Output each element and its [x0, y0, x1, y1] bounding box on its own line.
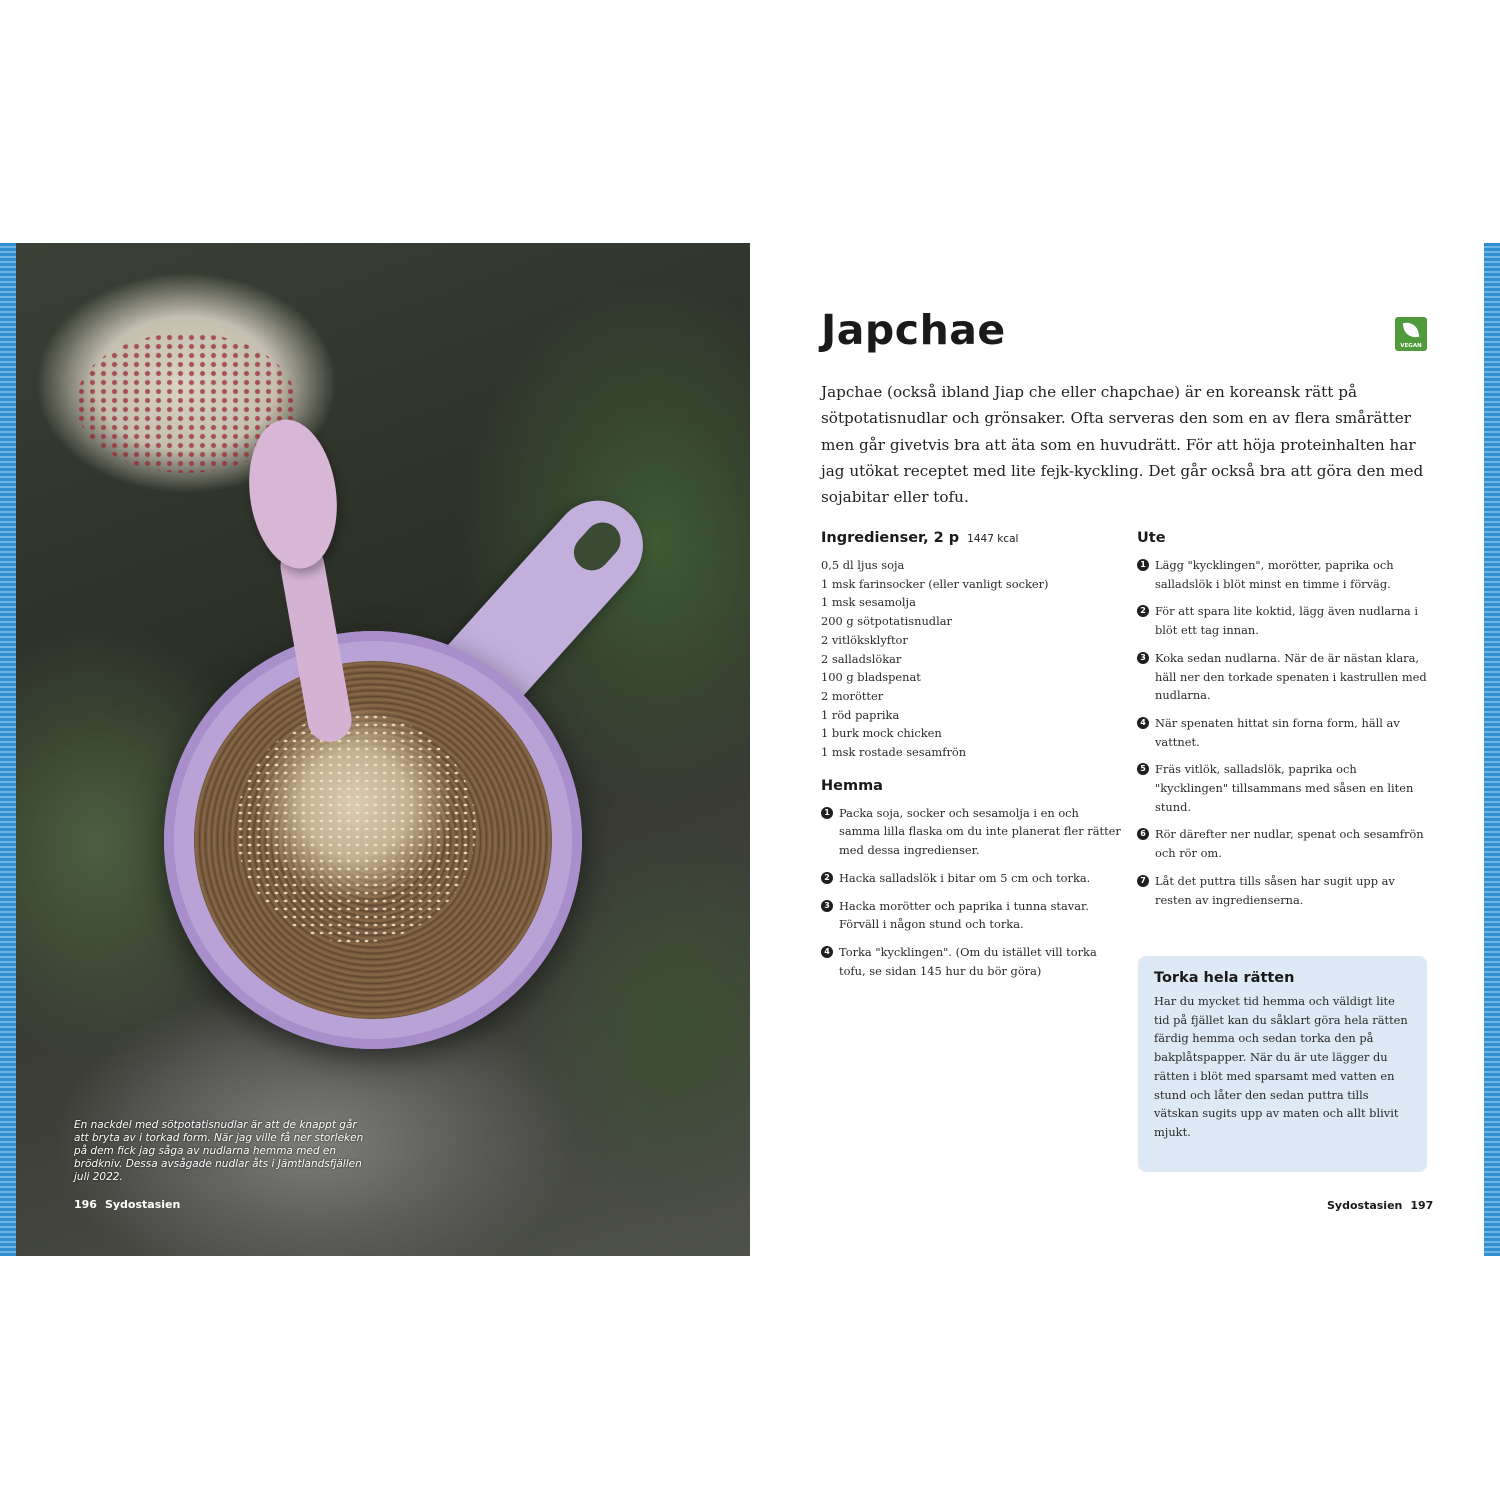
tip-heading: Torka hela rätten: [1154, 970, 1295, 986]
vegan-badge: [1395, 317, 1427, 351]
out-step: [1137, 556, 1427, 593]
step-text: Koka sedan nudlarna. När de är nästan klara, häll ner den torkade spenaten i kastrullen med nudlarna.: [1155, 650, 1427, 703]
out-steps: [1137, 556, 1427, 909]
step-text: Torka "kycklingen". (Om du istället vill torka tofu, se sidan 145 hur du bör göra): [839, 944, 1097, 978]
step-text: Låt det puttra tills såsen har sugit upp av resten av ingredienserna.: [1155, 873, 1395, 907]
right-page-number: 197: [1410, 1199, 1434, 1212]
recipe-page: [750, 243, 1484, 1256]
left-section-name: Sydostasien: [104, 1198, 181, 1211]
out-step: [1137, 760, 1427, 816]
step-text: För att spara lite koktid, lägg även nudlarna i blöt ett tag innan.: [1155, 604, 1418, 638]
home-step: [821, 869, 1121, 888]
step-number: 2: [821, 872, 833, 884]
ingredient-item: 1 burk mock chicken: [821, 726, 942, 741]
step-number: 2: [1137, 605, 1149, 617]
recipe-intro: Japchae (också ibland Jiap che eller chapchae) är en koreansk rätt på sötpotatisnudlar och grönsaker. Ofta serveras den som en av flera smårätter men går givetvis bra att äta som en huvudrätt. För att höja proteinhalten har jag utökat receptet med lite fejk-kyckling. Det går också bra att göra den med sojabitar eller tofu.: [821, 383, 1424, 507]
tip-box: [1138, 956, 1427, 1172]
out-step: [1137, 714, 1427, 751]
leaf-icon: [1403, 321, 1420, 339]
sesame-seeds: [236, 713, 476, 943]
tip-text: Har du mycket tid hemma och väldigt lite tid på fjället kan du såklart göra hela rätten färdig hemma och sedan torka den på bakplåtspapper. När du är ute lägger du rätten i blöt med sparsamt med vatten en stund och låter den sedan puttra tills vätskan sugits upp av maten och allt blivit mjukt.: [1154, 994, 1408, 1139]
home-heading: Hemma: [821, 777, 883, 794]
step-number: 4: [821, 946, 833, 958]
step-text: Hacka morötter och paprika i tunna stavar. Förväll i någon stund och torka.: [839, 898, 1089, 932]
vegan-badge-label: VEGAN: [1400, 343, 1422, 349]
ingredient-item: 1 röd paprika: [821, 707, 900, 722]
home-step: [821, 897, 1121, 934]
out-heading: Ute: [1137, 530, 1166, 546]
ingredient-item: 2 salladslökar: [821, 651, 902, 666]
right-page-footer: [1327, 1199, 1433, 1212]
home-step: [821, 804, 1121, 860]
ingredient-item: 0,5 dl ljus soja: [821, 558, 905, 572]
right-page-edge-stripes: [1484, 243, 1500, 1256]
right-column: [1137, 530, 1427, 918]
ingredient-list: [821, 556, 1121, 762]
left-column: [821, 530, 1121, 989]
right-section-name: Sydostasien: [1327, 1199, 1403, 1212]
step-text: Rör därefter ner nudlar, spenat och sesamfrön och rör om.: [1155, 827, 1424, 861]
ingredients-heading-text: Ingredienser, 2 p: [821, 530, 960, 546]
left-page-number: 196: [74, 1198, 97, 1211]
step-number: 1: [1137, 559, 1149, 571]
ingredient-item: 1 msk sesamolja: [821, 595, 916, 610]
step-text: När spenaten hittat sin forna form, häll av vattnet.: [1155, 715, 1400, 749]
step-number: 6: [1137, 828, 1149, 840]
left-page-footer: [74, 1198, 188, 1211]
out-step: [1137, 872, 1427, 909]
ingredient-item: 1 msk rostade sesamfrön: [821, 745, 967, 760]
ingredient-item: 200 g sötpotatisnudlar: [821, 614, 952, 629]
step-number: 1: [821, 807, 833, 819]
home-steps: [821, 804, 1121, 981]
recipe-title: Japchae: [821, 306, 1006, 354]
step-text: Packa soja, socker och sesamolja i en och samma lilla flaska om du inte planerat fler rätter med dessa ingredienser.: [839, 805, 1121, 858]
step-number: 3: [1137, 652, 1149, 664]
ingredients-heading: [821, 530, 1121, 546]
handle-hole: [566, 515, 628, 578]
ingredient-item: 100 g bladspenat: [821, 670, 921, 685]
step-text: Lägg "kycklingen", morötter, paprika och salladslök i blöt minst en timme i förväg.: [1155, 558, 1394, 591]
out-step: [1137, 602, 1427, 639]
step-number: 5: [1137, 763, 1149, 775]
step-text: Fräs vitlök, salladslök, paprika och "kycklingen" tillsammans med såsen en liten stund.: [1155, 762, 1414, 814]
step-number: 4: [1137, 717, 1149, 729]
book-spread: [0, 243, 1500, 1256]
step-number: 7: [1137, 875, 1149, 887]
kcal-value: 1447 kcal: [967, 533, 1019, 545]
left-page-edge-stripes: [0, 243, 16, 1256]
ingredient-item: 2 vitlöksklyftor: [821, 632, 908, 647]
recipe-photo: [16, 243, 750, 1256]
ingredient-item: 1 msk farinsocker (eller vanligt socker): [821, 576, 1049, 591]
home-step: [821, 943, 1121, 980]
ingredient-item: 2 morötter: [821, 688, 884, 703]
out-step: [1137, 825, 1427, 862]
step-number: 3: [821, 900, 833, 912]
photo-caption: En nackdel med sötpotatisnudlar är att de knappt går att bryta av i torkad form. När jag ville få ner storleken på dem fick jag såga av nudlarna hemma med en brödkniv. Dessa avsågade nudlar åts i Jämtlandsfjällen juli 2022.: [74, 1119, 364, 1183]
step-text: Hacka salladslök i bitar om 5 cm och torka.: [839, 870, 1091, 885]
out-step: [1137, 649, 1427, 705]
